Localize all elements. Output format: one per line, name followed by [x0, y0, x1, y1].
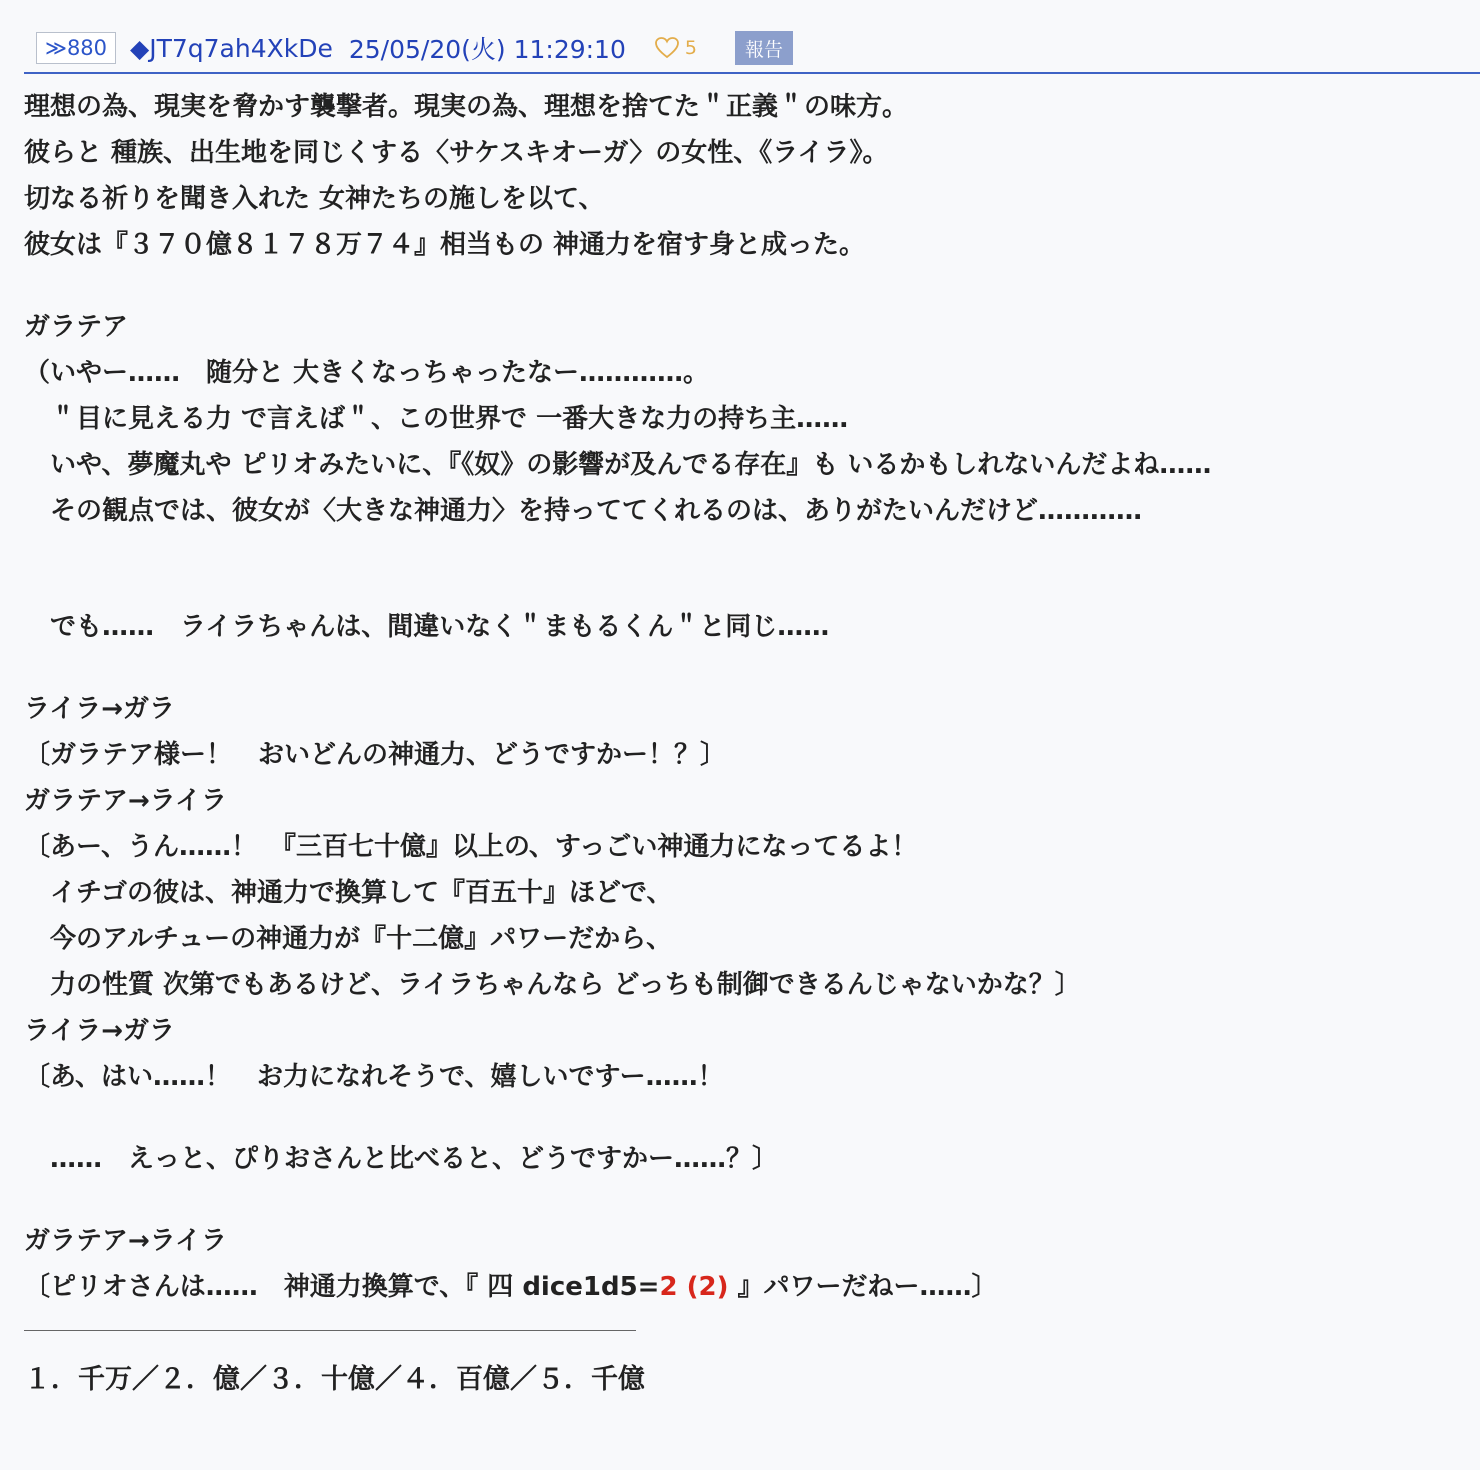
body-line: イチゴの彼は、神通力で換算して『百五十』ほどで、: [24, 878, 673, 908]
body-line: ライラ→ガラ: [24, 694, 176, 724]
like-count: 5: [684, 37, 697, 59]
body-line: 切なる祈りを聞き入れた 女神たちの施しを以て、: [24, 184, 605, 214]
options-line: １．千万／２．億／３．十億／４．百億／５．千億: [24, 1364, 645, 1395]
body-line: いや、夢魔丸や ピリオみたいに、『《奴》の影響が及んでる存在』も いるかもしれないんだよね……: [24, 450, 1212, 480]
body-line: ガラテア→ライラ: [24, 786, 228, 816]
post-datetime: 25/05/20(火) 11:29:10: [348, 35, 626, 64]
res-number: ≫880: [44, 36, 108, 60]
body-line: …… えっと、ぴりおさんと比べると、どうですかー……？〕: [24, 1144, 779, 1174]
body-line: ガラテア→ライラ: [24, 1226, 228, 1256]
body-line: 彼らと 種族、出生地を同じくする〈サケスキオーガ〉の女性、《ライラ》。: [24, 138, 889, 168]
body-line: 〔あー、うん……！ 『三百七十億』以上の、すっごい神通力になってるよ！: [24, 832, 918, 862]
body-line: でも…… ライラちゃんは、間違いなく＂まもるくん＂と同じ……: [24, 612, 830, 642]
body-line: ＂目に見える力 で言えば＂、この世界で 一番大きな力の持ち主……: [24, 404, 849, 434]
body-line: ライラ→ガラ: [24, 1016, 176, 1046]
dice-line: [24, 1264, 1464, 1310]
body-line: 〔ガラテア様ー！ おいどんの神通力、どうですかー！？〕: [24, 740, 727, 770]
dice-line-suffix: 』パワーだねー……〕: [728, 1272, 998, 1302]
report-button[interactable]: 報告: [735, 31, 793, 65]
like-button[interactable]: [654, 36, 697, 60]
body-line: 力の性質 次第でもあるけど、ライラちゃんなら どっちも制御できるんじゃないかな？〕: [24, 970, 1081, 1000]
body-line: 彼女は『３７０億８１７８万７４』相当もの 神通力を宿す身と成った。: [24, 230, 866, 260]
heart-outline-icon: [654, 36, 680, 60]
body-line: その観点では、彼女が〈大きな神通力〉を持っててくれるのは、ありがたいんだけど…………: [24, 496, 1143, 526]
body-line: ガラテア: [24, 312, 129, 342]
body-line: 〔あ、はい……！ お力になれそうで、嬉しいですー……！: [24, 1062, 724, 1092]
body-line: 今のアルチューの神通力が『十二億』パワーだから、: [24, 924, 673, 954]
dice-result: 2 (2): [659, 1272, 729, 1302]
body-line: 理想の為、現実を脅かす襲撃者。現実の為、理想を捨てた＂正義＂の味方。: [24, 92, 909, 122]
separator-rule: [24, 1330, 636, 1331]
post-body: [24, 84, 1464, 1310]
dice-line-prefix: 〔ピリオさんは…… 神通力換算で、『 四 dice1d5=: [24, 1272, 660, 1302]
post-header: [24, 24, 1480, 74]
res-number-link[interactable]: [36, 32, 116, 64]
body-line: （いやー…… 随分と 大きくなっちゃったなー…………。: [24, 358, 710, 388]
trip-id[interactable]: ◆JT7q7ah4XkDe: [130, 33, 333, 63]
